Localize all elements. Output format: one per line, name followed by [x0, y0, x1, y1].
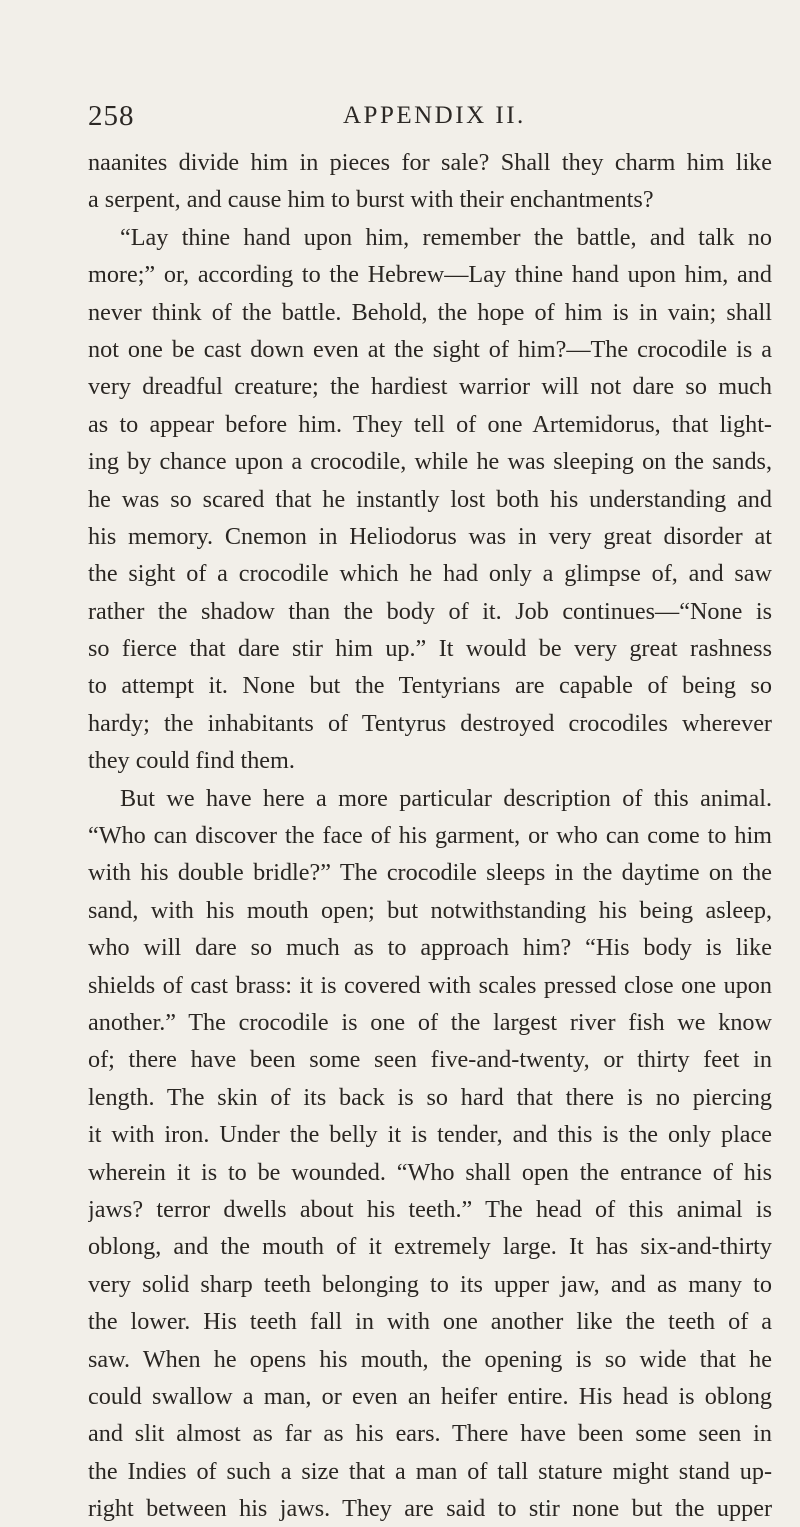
text-line: his memory. Cnemon in Heliodorus was in very great disorder at [88, 522, 772, 550]
text-line: not one be cast down even at the sight of him?—The crocodile is a [88, 335, 772, 363]
page-number: 258 [88, 100, 135, 132]
text-line: But we have here a more particular description of this animal. [120, 784, 772, 812]
body-text [88, 144, 772, 1527]
text-line: rather the shadow than the body of it. Job continues—“None is [88, 597, 772, 625]
text-line: never think of the battle. Behold, the hope of him is in vain; shall [88, 298, 772, 326]
text-line: it with iron. Under the belly it is tender, and this is the only place [88, 1121, 772, 1149]
text-line: they could find them. [88, 747, 295, 775]
text-line: the Indies of such a size that a man of tall stature might stand up- [88, 1457, 772, 1485]
text-line: jaws? terror dwells about his teeth.” The head of this animal is [88, 1195, 772, 1223]
text-line: saw. When he opens his mouth, the opening is so wide that he [88, 1345, 772, 1373]
text-line: so fierce that dare stir him up.” It would be very great rashness [88, 635, 772, 663]
text-line: a serpent, and cause him to burst with their enchantments? [88, 186, 654, 214]
text-line: sand, with his mouth open; but notwithstanding his being asleep, [88, 896, 772, 924]
text-line: he was so scared that he instantly lost both his understanding and [88, 485, 772, 513]
text-line: right between his jaws. They are said to stir none but the upper [88, 1495, 772, 1523]
text-line: length. The skin of its back is so hard that there is no piercing [88, 1083, 772, 1111]
text-line: who will dare so much as to approach him? “His body is like [88, 934, 772, 962]
text-line: “Lay thine hand upon him, remember the battle, and talk no [120, 223, 772, 251]
running-head: APPENDIX II. [343, 102, 526, 129]
text-line: could swallow a man, or even an heifer entire. His head is oblong [88, 1382, 772, 1410]
text-line: more;” or, according to the Hebrew—Lay thine hand upon him, and [88, 261, 772, 289]
text-line: to attempt it. None but the Tentyrians are capable of being so [88, 672, 772, 700]
text-line: “Who can discover the face of his garment, or who can come to him [88, 822, 772, 850]
text-line: and slit almost as far as his ears. There have been some seen in [88, 1420, 772, 1448]
text-line: with his double bridle?” The crocodile sleeps in the daytime on the [88, 859, 772, 887]
page-header [88, 100, 768, 140]
text-line: another.” The crocodile is one of the largest river fish we know [88, 1008, 772, 1036]
text-line: oblong, and the mouth of it extremely large. It has six-and-thirty [88, 1233, 772, 1261]
text-line: the lower. His teeth fall in with one another like the teeth of a [88, 1308, 772, 1336]
text-line: very dreadful creature; the hardiest warrior will not dare so much [88, 373, 772, 401]
text-line: ing by chance upon a crocodile, while he was sleeping on the sands, [88, 448, 772, 476]
text-line: as to appear before him. They tell of one Artemidorus, that light- [88, 410, 772, 438]
text-line: of; there have been some seen five-and-twenty, or thirty feet in [88, 1046, 772, 1074]
text-line: the sight of a crocodile which he had only a glimpse of, and saw [88, 560, 772, 588]
text-line: naanites divide him in pieces for sale? Shall they charm him like [88, 149, 772, 176]
text-line: very solid sharp teeth belonging to its upper jaw, and as many to [88, 1270, 772, 1298]
text-line: wherein it is to be wounded. “Who shall open the entrance of his [88, 1158, 772, 1186]
text-line: shields of cast brass: it is covered with scales pressed close one upon [88, 971, 772, 999]
text-line: hardy; the inhabitants of Tentyrus destroyed crocodiles wherever [88, 709, 772, 737]
